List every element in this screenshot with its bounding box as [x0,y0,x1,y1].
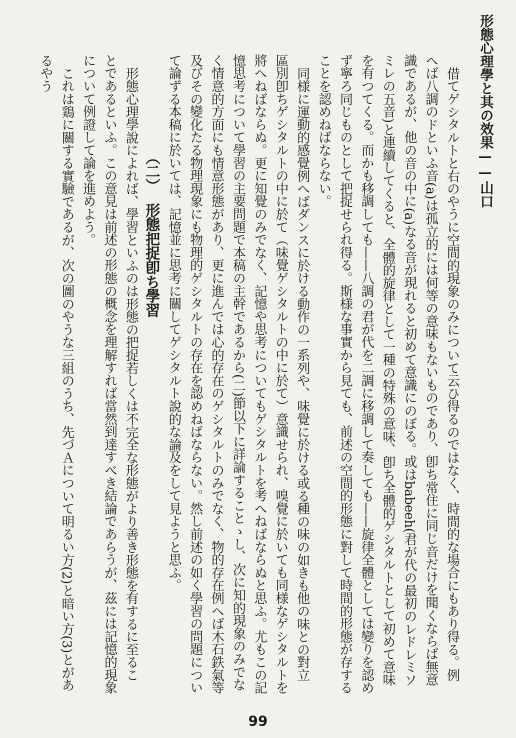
paragraph: 同様に運動的感覺例へばダンスに於ける動作の一系列や、味覺に於ける或る種の味の如きも他の味との對立區別卽ちゲシタルトの中に於て（味覺ゲシタルトの中に於て）意識せられ、嗅覺に於いても同様なゲシタルトを將へねばならぬ。更に知覺のみでなく、記憶や思考についてもゲシタルトを考へねばならぬと思ふ。尤もこの記憶思考について學習の主要問題で本稿の主幹であるから(二)節以下に詳論することゝし、次に知的現象のみでなく情意的方面にも情意形態があり、更に進んでは心的存在のゲシタルトのみでなく、物的存在例へば木石鉄氣等及びその變化たる物理現象にも物理的ゲシタルトの存在を認めねばならない。然し前述の如く學習の問題について論ずる本稿に於いては、記憶並に思考に關してゲシタルト說的な論及をして見ようと思ふ。 [165,54,310,694]
paragraph: これは鶏に關する實驗であるが、次の圖のやうな三組のうち、先づＡについて明るい方(2)と暗い方(3)とがあるやう [37,54,74,692]
paragraph: 形態心理學說によれば、學習といふのは形態の把捉若しくは不完全な形態がより善き形態を有するに至ることであるといふ。この意見は前述の形態の概念を理解すれば當然到達すべき結論であらうが、茲には記憶的現象について例證して論を進めよう。 [80,54,138,694]
running-header: 形態心理學と其の效果——山口 [477,14,493,208]
page-number: 99 [248,714,268,730]
section-title: 形態把捉卽ち學習 [143,202,161,318]
body-text [2,54,462,694]
paragraph: 借てゲシタルトと右のやうに空間的現象のみについて云ひ得るのではなく、時間的な場合にもあり得る。例へば八調のドといふ音(a)は孤立的には何等の意味もないものであり、卽ち常住に同じ音だけを聞くならば無意識であるが、他の音の中に(a)なる音が現れると初めて意識にのぼる。或はbabeeh(君が代の最初のレドレミソミレの五音)と連續してくると、全體的旋律として一種の特殊の意味、卽ち全體的ゲシタルトとして初めて意味を有つてくる。而かも移調しても——八調の君が代を二調に移調して奏しても——旋律全體としては變りを認めず寧ろ同じものとして把捉せられ得る。斯様な事實から見ても、前述の空間的形態に對して時間的形態が存することを認めねばならない。 [315,54,459,694]
section-number: （二） [143,150,161,193]
section-heading [141,54,162,694]
